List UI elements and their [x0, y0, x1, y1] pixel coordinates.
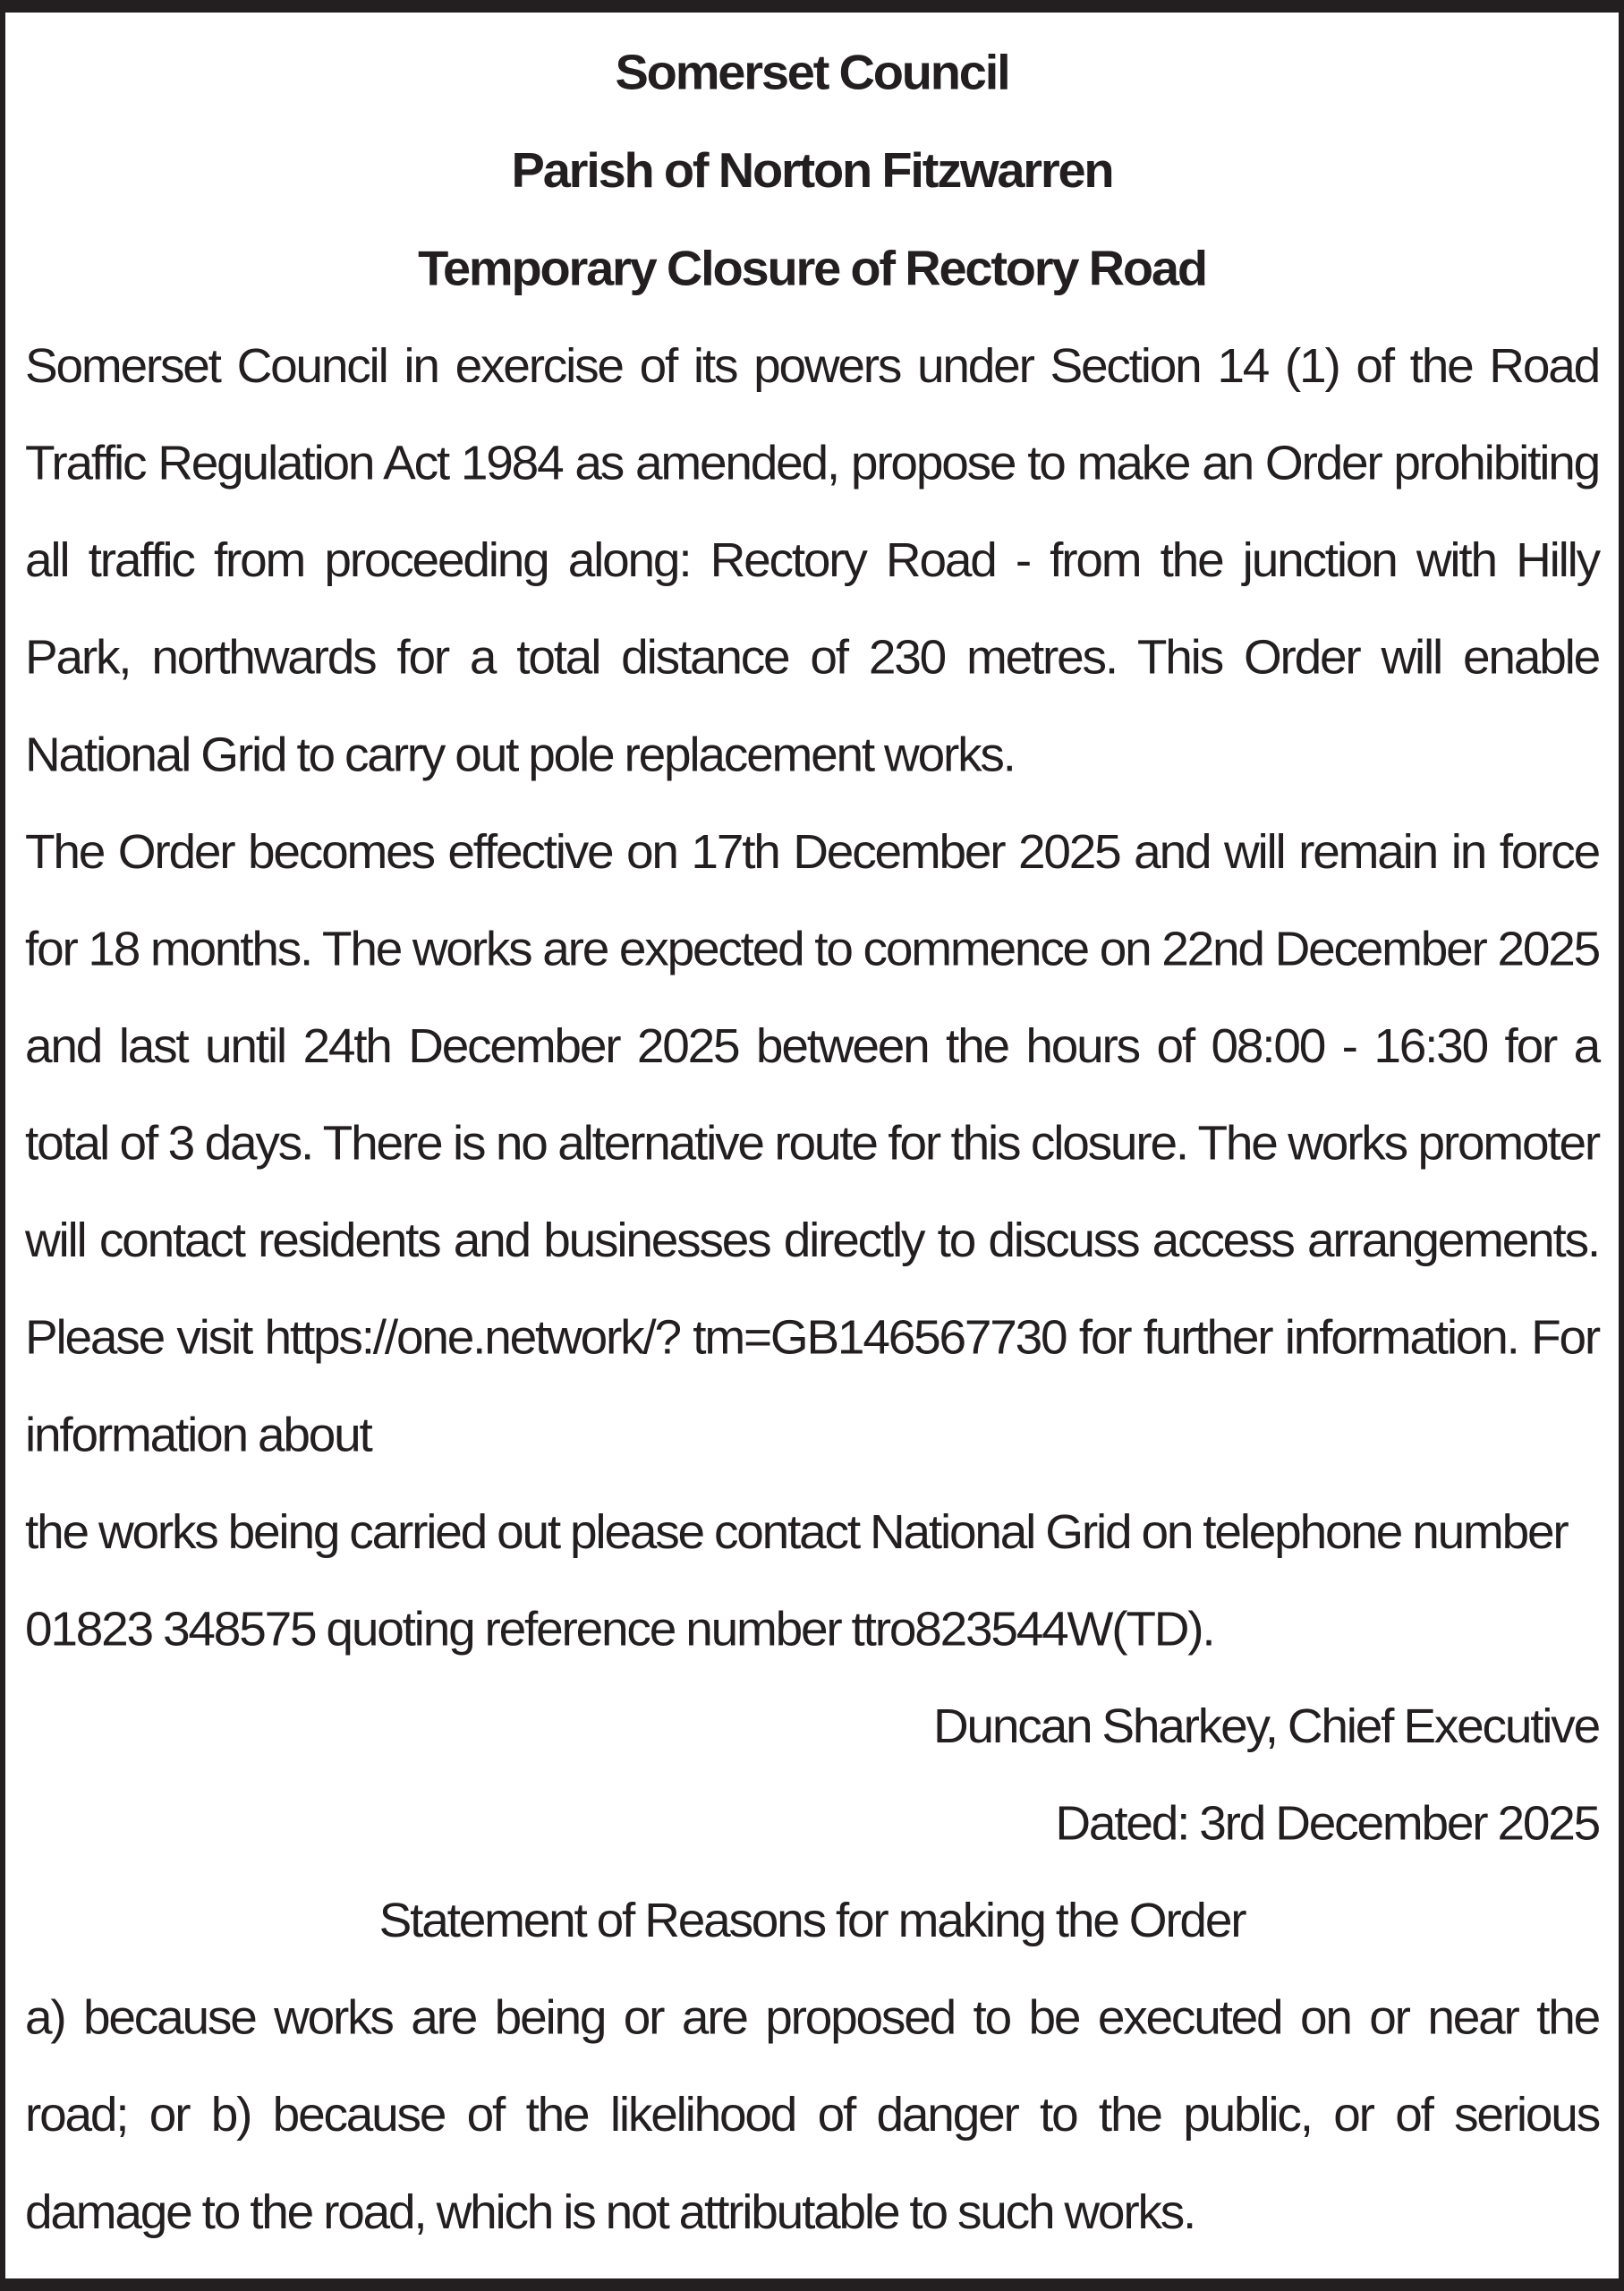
notice-date: Dated: 3rd December 2025	[1055, 1795, 1599, 1851]
reasons-title: Statement of Reasons for making the Order	[378, 1893, 1246, 1947]
notice-content	[25, 23, 1599, 2239]
contact-line: the works being carried out please contact National Grid on telephone number	[25, 1503, 1568, 1559]
order-details-paragraph: The Order becomes effective on 17th December 2025 and will remain in force for 18 months. The works are expected to commence on 22nd December 2025 and last until 24th December 2025 between the hours of 08:00 - 16:30 for a total of 3 days. There is no alternative route for this closure. The works promoter will contact residents and businesses directly to discuss access arrangements. Please visit https://one.network/? tm=GB146567730 for further information. For information about	[25, 823, 1599, 1462]
reasons-text: a) because works are being or are proposed to be executed on or near the road; or b) because of the likelihood of danger to the public, or of serious damage to the road, which is not attributable to such works.	[25, 1989, 1599, 2239]
notice-title-parish: Parish of Norton Fitzwarren	[511, 142, 1113, 198]
order-proposal-paragraph: Somerset Council in exercise of its powers under Section 14 (1) of the Road Traffic Regulation Act 1984 as amended, propose to make an Order prohibiting all traffic from proceeding along: Rectory Road - from the junction with Hilly Park, northwards for a total distance of 230 metres. This Order will enable National Grid to carry out pole replacement works.	[25, 338, 1599, 782]
signatory-name: Duncan Sharkey, Chief Executive	[932, 1699, 1599, 1753]
notice-title-council: Somerset Council	[615, 44, 1009, 100]
notice-title-closure: Temporary Closure of Rectory Road	[418, 240, 1206, 296]
reference-line: 01823 348575 quoting reference number ttro823544W(TD).	[25, 1601, 1214, 1657]
